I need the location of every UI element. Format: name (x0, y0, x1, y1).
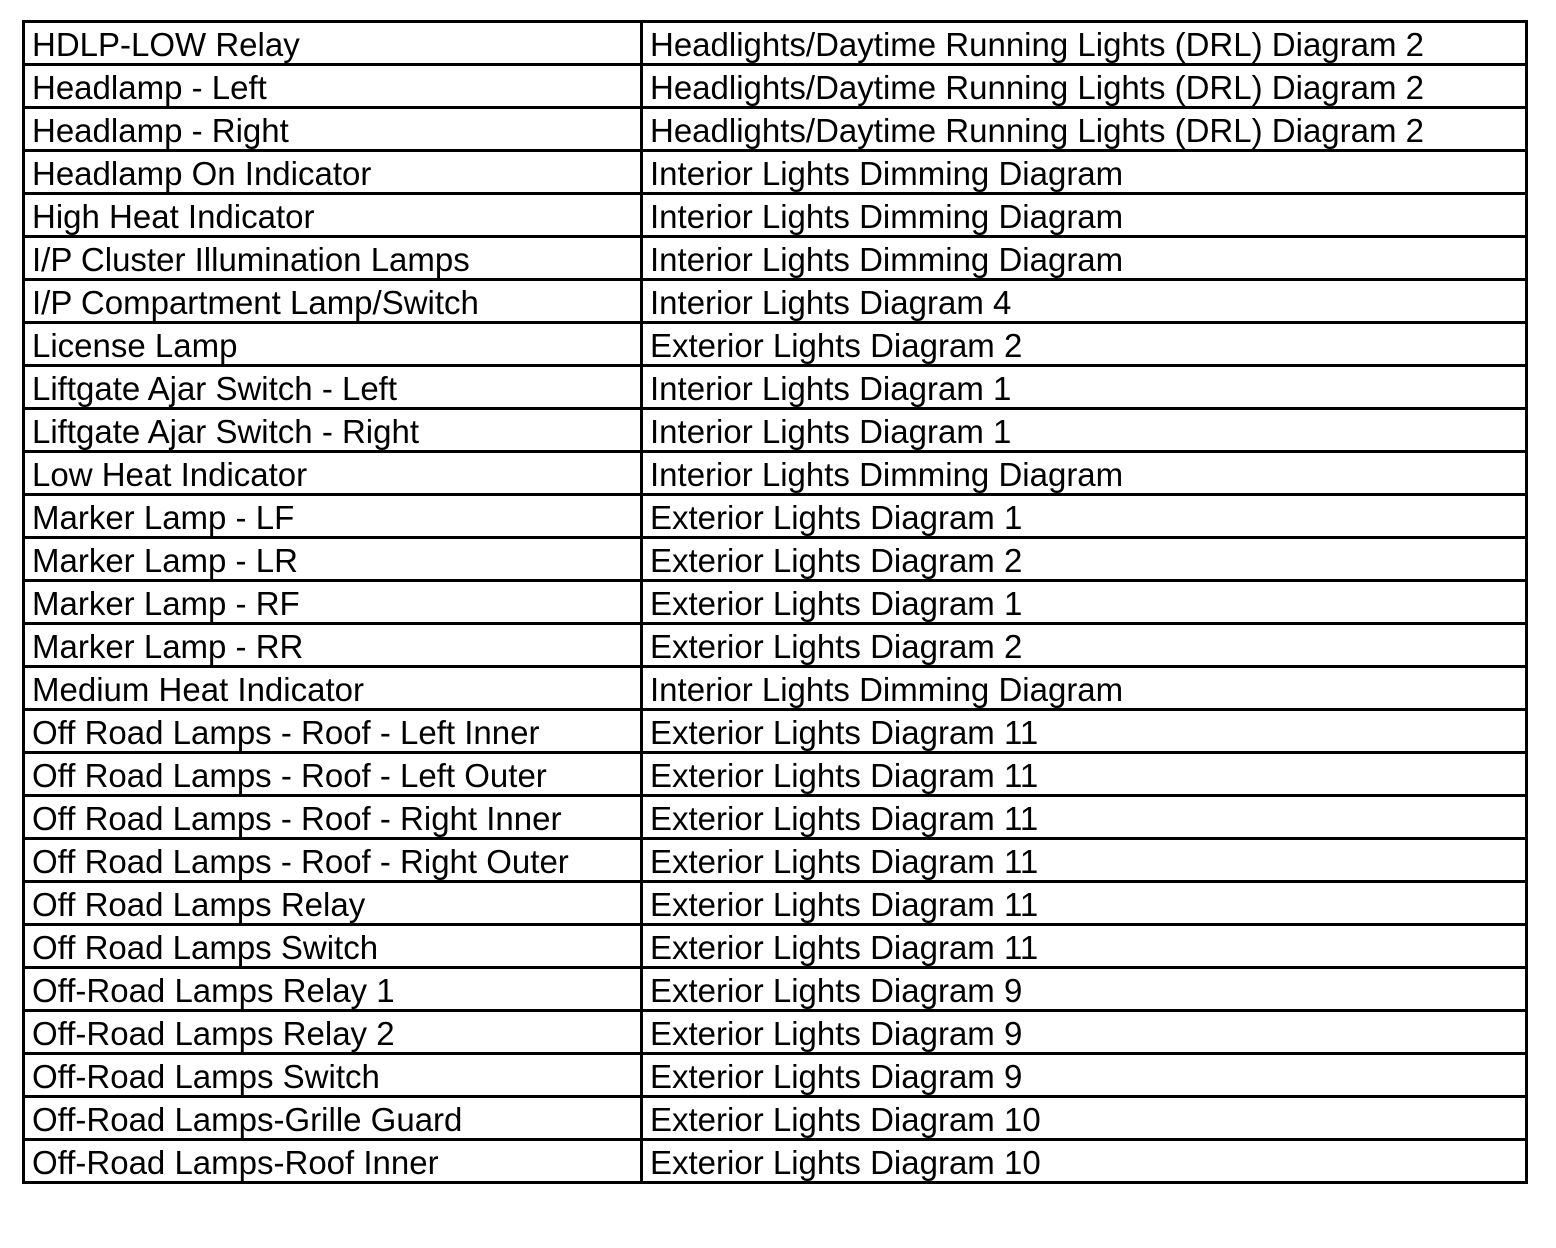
component-cell: Headlamp On Indicator (24, 151, 642, 194)
diagram-cell: Interior Lights Diagram 1 (642, 366, 1527, 409)
component-cell: Off Road Lamps - Roof - Right Outer (24, 839, 642, 882)
table-row (24, 151, 1527, 194)
component-cell: Off Road Lamps Switch (24, 925, 642, 968)
diagram-cell: Exterior Lights Diagram 2 (642, 624, 1527, 667)
diagram-cell: Interior Lights Diagram 4 (642, 280, 1527, 323)
component-cell: Off-Road Lamps-Roof Inner (24, 1140, 642, 1183)
component-cell: Marker Lamp - LR (24, 538, 642, 581)
table-row (24, 22, 1527, 65)
diagram-cell: Exterior Lights Diagram 2 (642, 538, 1527, 581)
diagram-cell: Interior Lights Dimming Diagram (642, 667, 1527, 710)
diagram-cell: Exterior Lights Diagram 10 (642, 1140, 1527, 1183)
table-row (24, 581, 1527, 624)
table-row (24, 366, 1527, 409)
diagram-cell: Exterior Lights Diagram 11 (642, 839, 1527, 882)
diagram-cell: Exterior Lights Diagram 10 (642, 1097, 1527, 1140)
component-cell: Off-Road Lamps Switch (24, 1054, 642, 1097)
component-cell: Off-Road Lamps Relay 1 (24, 968, 642, 1011)
diagram-cell: Exterior Lights Diagram 11 (642, 925, 1527, 968)
component-cell: Off-Road Lamps-Grille Guard (24, 1097, 642, 1140)
component-cell: Off Road Lamps - Roof - Left Outer (24, 753, 642, 796)
table-row (24, 1097, 1527, 1140)
table-row (24, 667, 1527, 710)
diagram-cell: Exterior Lights Diagram 11 (642, 710, 1527, 753)
table-row (24, 753, 1527, 796)
component-cell: Liftgate Ajar Switch - Right (24, 409, 642, 452)
diagram-cell: Headlights/Daytime Running Lights (DRL) Diagram 2 (642, 22, 1527, 65)
table-row (24, 194, 1527, 237)
table-row (24, 323, 1527, 366)
table-row (24, 1011, 1527, 1054)
table-row (24, 280, 1527, 323)
component-cell: I/P Cluster Illumination Lamps (24, 237, 642, 280)
table-row (24, 538, 1527, 581)
diagram-cell: Exterior Lights Diagram 1 (642, 581, 1527, 624)
diagram-cell: Interior Lights Dimming Diagram (642, 151, 1527, 194)
component-cell: Off Road Lamps - Roof - Left Inner (24, 710, 642, 753)
diagram-cell: Interior Lights Diagram 1 (642, 409, 1527, 452)
table-row (24, 237, 1527, 280)
diagram-cell: Headlights/Daytime Running Lights (DRL) Diagram 2 (642, 108, 1527, 151)
component-cell: High Heat Indicator (24, 194, 642, 237)
table-row (24, 839, 1527, 882)
table-row (24, 452, 1527, 495)
diagram-cell: Exterior Lights Diagram 2 (642, 323, 1527, 366)
component-cell: Marker Lamp - RR (24, 624, 642, 667)
table-row (24, 495, 1527, 538)
component-cell: HDLP-LOW Relay (24, 22, 642, 65)
table-row (24, 108, 1527, 151)
component-cell: Off-Road Lamps Relay 2 (24, 1011, 642, 1054)
table-row (24, 882, 1527, 925)
diagram-cell: Interior Lights Dimming Diagram (642, 237, 1527, 280)
diagram-cell: Exterior Lights Diagram 9 (642, 1054, 1527, 1097)
diagram-cell: Exterior Lights Diagram 11 (642, 882, 1527, 925)
diagram-cell: Exterior Lights Diagram 9 (642, 1011, 1527, 1054)
component-cell: Headlamp - Left (24, 65, 642, 108)
diagram-cell: Exterior Lights Diagram 1 (642, 495, 1527, 538)
component-cell: I/P Compartment Lamp/Switch (24, 280, 642, 323)
component-cell: Medium Heat Indicator (24, 667, 642, 710)
component-cell: Low Heat Indicator (24, 452, 642, 495)
table-row (24, 1054, 1527, 1097)
diagram-cell: Exterior Lights Diagram 11 (642, 796, 1527, 839)
component-cell: Marker Lamp - RF (24, 581, 642, 624)
diagram-cell: Exterior Lights Diagram 11 (642, 753, 1527, 796)
table-row (24, 925, 1527, 968)
table-body (24, 22, 1527, 1183)
table-row (24, 1140, 1527, 1183)
component-cell: License Lamp (24, 323, 642, 366)
table-row (24, 796, 1527, 839)
table-row (24, 710, 1527, 753)
table-row (24, 65, 1527, 108)
table-row (24, 409, 1527, 452)
diagram-cell: Headlights/Daytime Running Lights (DRL) Diagram 2 (642, 65, 1527, 108)
diagram-cell: Interior Lights Dimming Diagram (642, 452, 1527, 495)
component-diagram-table (22, 20, 1528, 1184)
table-row (24, 968, 1527, 1011)
component-cell: Liftgate Ajar Switch - Left (24, 366, 642, 409)
component-cell: Marker Lamp - LF (24, 495, 642, 538)
table-row (24, 624, 1527, 667)
component-cell: Off Road Lamps - Roof - Right Inner (24, 796, 642, 839)
component-cell: Off Road Lamps Relay (24, 882, 642, 925)
diagram-cell: Exterior Lights Diagram 9 (642, 968, 1527, 1011)
component-cell: Headlamp - Right (24, 108, 642, 151)
diagram-cell: Interior Lights Dimming Diagram (642, 194, 1527, 237)
